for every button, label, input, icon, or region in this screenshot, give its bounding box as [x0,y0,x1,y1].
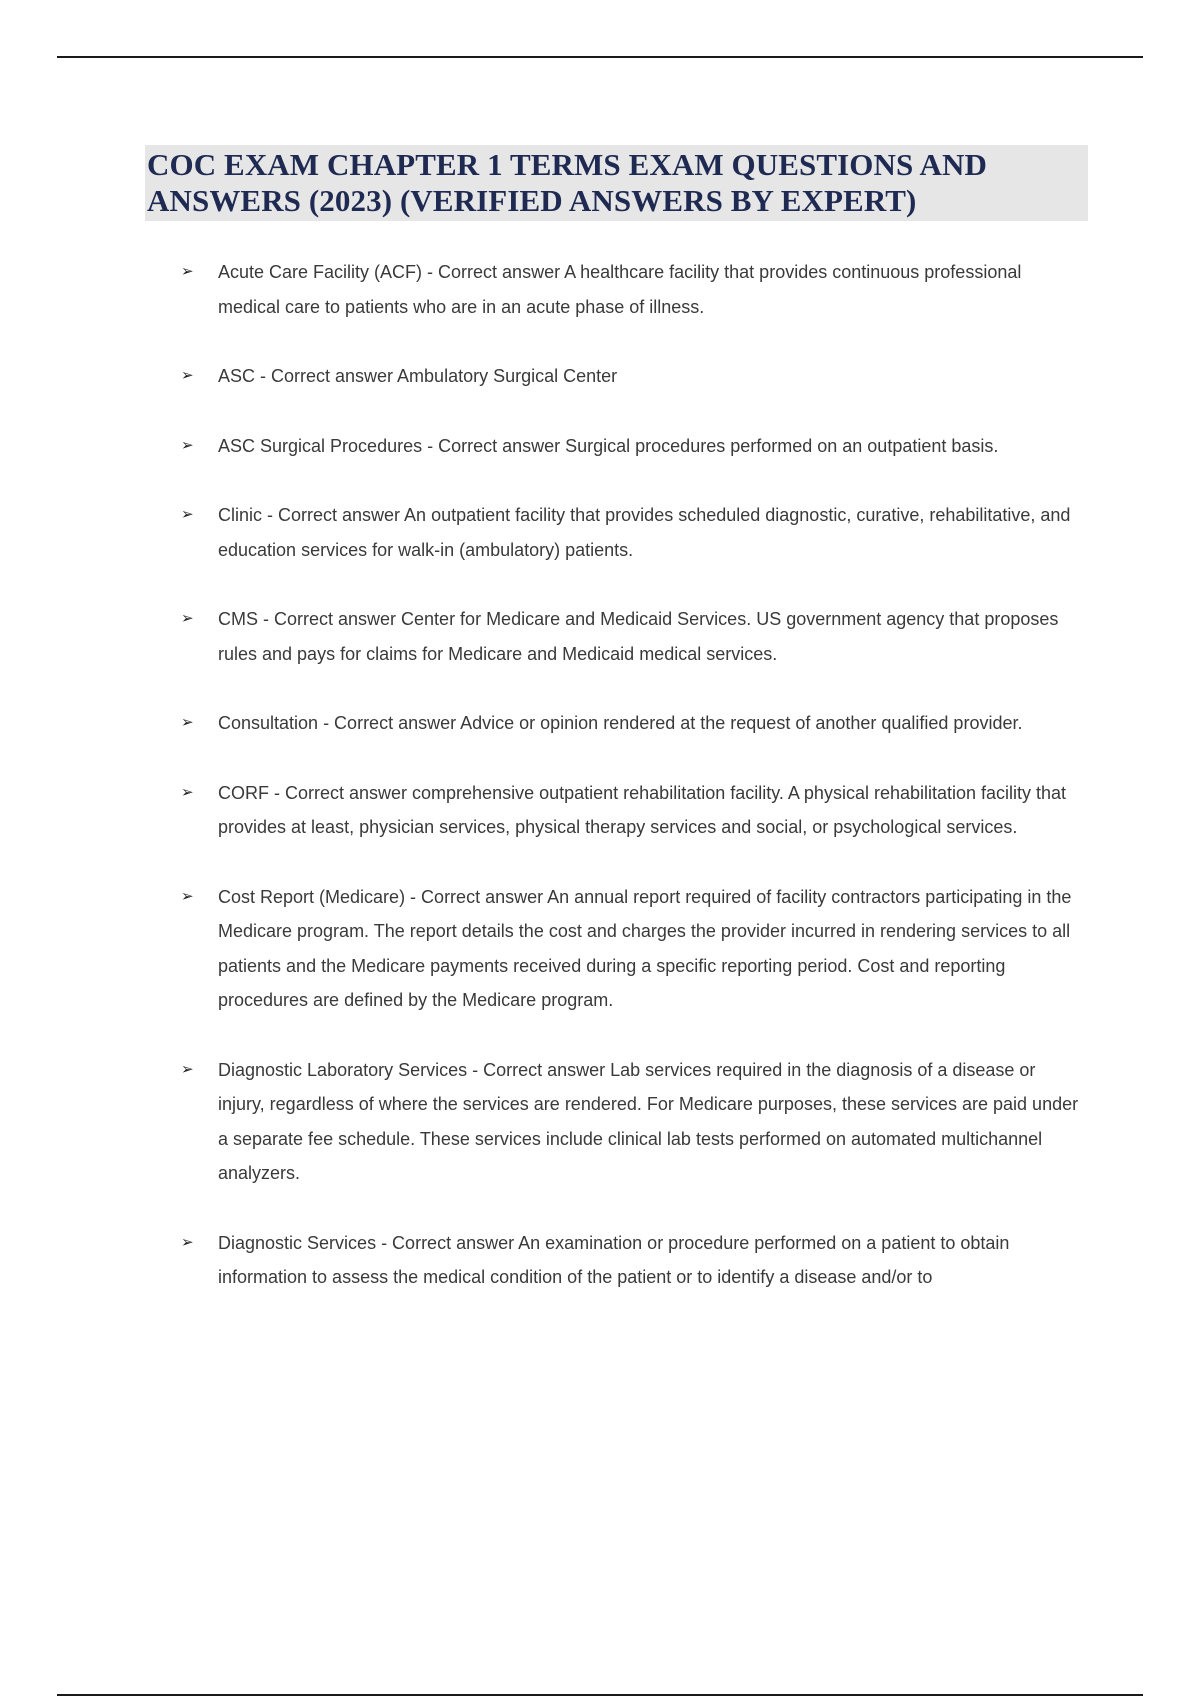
arrow-bullet-icon: ➢ [181,506,194,523]
term-text: CORF - Correct answer comprehensive outpatient rehabilitation facility. A physical rehabilitation facility that provides at least, physician services, physical therapy services and social, or psychological services. [218,782,1067,837]
list-item [145,880,1085,1018]
arrow-bullet-icon: ➢ [181,783,194,801]
list-item [145,706,1085,741]
list-item [145,1226,1085,1295]
arrow-bullet-icon: ➢ [181,436,194,454]
arrow-bullet-icon: ➢ [181,263,194,280]
title-banner [145,145,1088,221]
term-text: Clinic - Correct answer An outpatient facility that provides scheduled diagnostic, curative, rehabilitative, and education services for walk-in (ambulatory) patients. [218,505,1071,560]
arrow-bullet-icon: ➢ [181,610,194,627]
term-text: Acute Care Facility (ACF) - Correct answer A healthcare facility that provides continuous professional medical care to patients who are in an acute phase of illness. [218,262,1022,317]
term-text: ASC - Correct answer Ambulatory Surgical Center [218,366,618,386]
arrow-bullet-icon: ➢ [181,714,194,731]
term-text: Diagnostic Laboratory Services - Correct answer Lab services required in the diagnosis of a disease or injury, regardless of where the services are rendered. For Medicare purposes, these services are paid under a separate fee schedule. These services include clinical lab tests performed on automated multichannel analyzers. [218,1059,1079,1183]
page-title: COC EXAM CHAPTER 1 TERMS EXAM QUESTIONS AND ANSWERS (2023) (VERIFIED ANSWERS BY EXPERT) [147,147,987,218]
term-text: Diagnostic Services - Correct answer An examination or procedure performed on a patient to obtain information to assess the medical condition of the patient or to identify a disease and/or to [218,1232,1010,1287]
list-item [145,498,1085,567]
list-item [145,359,1085,394]
arrow-bullet-icon: ➢ [181,1233,194,1251]
term-text: Consultation - Correct answer Advice or opinion rendered at the request of another qualified provider. [218,713,1023,733]
list-item [145,429,1085,464]
list-item [145,776,1085,845]
footer-rule [57,1694,1143,1696]
list-item [145,255,1085,324]
arrow-bullet-icon: ➢ [181,367,194,384]
terms-list [145,255,1085,1330]
arrow-bullet-icon: ➢ [181,1060,194,1078]
term-text: ASC Surgical Procedures - Correct answer Surgical procedures performed on an outpatient basis. [218,435,999,456]
list-item [145,602,1085,671]
list-item [145,1053,1085,1191]
arrow-bullet-icon: ➢ [181,887,194,905]
header-rule [57,56,1143,58]
term-text: Cost Report (Medicare) - Correct answer An annual report required of facility contractors participating in the Medicare program. The report details the cost and charges the provider incurred in rendering services to all patients and the Medicare payments received during a specific reporting period. Cost and reporting procedures are defined by the Medicare program. [218,886,1072,1010]
term-text: CMS - Correct answer Center for Medicare and Medicaid Services. US government agency that proposes rules and pays for claims for Medicare and Medicaid medical services. [218,609,1059,664]
